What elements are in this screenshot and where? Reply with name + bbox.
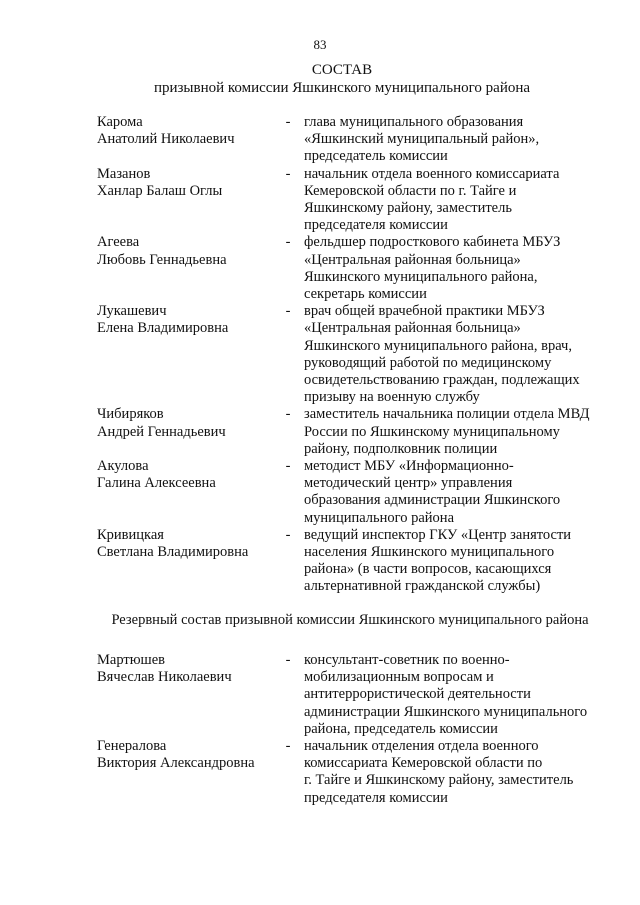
member-role-line: комиссариата Кемеровской области по	[304, 755, 543, 772]
member-entry	[0, 234, 640, 303]
member-surname: Карома	[97, 114, 143, 130]
member-role	[304, 406, 610, 458]
dash-separator: -	[285, 526, 291, 543]
member-role	[304, 114, 610, 166]
member-role-line: секретарь комиссии	[304, 286, 427, 303]
member-role-line: района» (в части вопросов, касающихся	[304, 561, 552, 578]
member-role-line: антитеррористической деятельности	[304, 686, 531, 703]
member-surname: Акулова	[97, 458, 149, 475]
member-role-line: консультант-советник по военно-	[304, 652, 510, 668]
member-entry	[0, 652, 640, 738]
member-role-line: председатель комиссии	[304, 148, 448, 165]
member-given-names: Вячеслав Николаевич	[97, 669, 232, 686]
member-entry	[0, 738, 640, 807]
dash-separator: -	[285, 738, 291, 755]
member-given-names: Светлана Владимировна	[97, 544, 249, 561]
dash-separator: -	[285, 458, 291, 475]
member-role-line: Яшкинского муниципального района,	[304, 268, 538, 285]
member-surname: Агеева	[97, 234, 140, 251]
member-role	[304, 166, 610, 235]
member-role-line: Кемеровской области по г. Тайге и	[304, 182, 517, 199]
member-role-line: начальник отдела военного комиссариата	[304, 165, 560, 182]
page-number: 83	[313, 37, 327, 52]
member-role-line: мобилизационным вопросам и	[304, 669, 494, 686]
member-surname: Лукашевич	[97, 303, 167, 320]
member-role-line: методист МБУ «Информационно-	[304, 458, 514, 475]
member-name	[97, 406, 277, 440]
dash-separator: -	[285, 406, 291, 423]
member-role-line: методический центр» управления	[304, 475, 513, 492]
member-role-line: Яшкинского муниципального района, врач,	[304, 337, 572, 354]
member-role-line: фельдшер подросткового кабинета МБУЗ	[304, 234, 561, 251]
member-name	[97, 738, 277, 772]
member-surname: Мазанов	[97, 165, 151, 182]
member-role-line: призыву на военную службу	[304, 389, 480, 406]
member-entry	[0, 166, 640, 235]
dash-separator: -	[285, 303, 291, 320]
member-role-line: председателя комиссии	[304, 217, 448, 234]
member-role-line: альтернативной гражданской службы)	[304, 578, 541, 595]
member-given-names: Анатолий Николаевич	[97, 131, 235, 148]
member-role-line: Яшкинскому району, заместитель	[304, 200, 512, 217]
member-role-line: населения Яшкинского муниципального	[304, 544, 555, 561]
member-role-line: администрации Яшкинского муниципального	[304, 703, 588, 720]
member-role-line: заместитель начальника полиции отдела МВД	[304, 406, 590, 423]
document-subtitle: призывной комиссии Яшкинского муниципального района	[153, 80, 531, 96]
member-given-names: Галина Алексеевна	[97, 475, 216, 492]
member-role	[304, 458, 610, 527]
member-role-line: освидетельствованию граждан, подлежащих	[304, 372, 580, 389]
member-role-line: врач общей врачебной практики МБУЗ	[304, 303, 545, 320]
member-role-line: России по Яшкинскому муниципальному	[304, 423, 560, 440]
member-role-line: образования администрации Яшкинского	[304, 492, 561, 509]
member-given-names: Андрей Геннадьевич	[97, 423, 226, 440]
member-surname: Чибиряков	[97, 406, 164, 423]
member-given-names: Ханлар Балаш Оглы	[97, 182, 223, 199]
member-name	[97, 458, 277, 492]
member-name	[97, 166, 277, 200]
member-name	[97, 114, 277, 148]
member-role-line: г. Тайге и Яшкинскому району, заместитель	[304, 772, 574, 789]
member-given-names: Елена Владимировна	[97, 320, 229, 337]
document-title: СОСТАВ	[311, 62, 373, 78]
member-entry	[0, 406, 640, 458]
member-name	[97, 527, 277, 561]
reserve-members-list	[0, 652, 640, 807]
commission-members-list	[0, 114, 640, 596]
member-given-names: Виктория Александровна	[97, 755, 255, 772]
member-role-line: начальник отделения отдела военного	[304, 738, 539, 755]
member-name	[97, 234, 277, 268]
member-surname: Мартюшев	[97, 652, 166, 668]
member-role-line: района, председатель комиссии	[304, 720, 498, 737]
member-given-names: Любовь Геннадьевна	[97, 251, 227, 268]
member-entry	[0, 303, 640, 406]
member-surname: Генералова	[97, 738, 167, 755]
member-surname: Кривицкая	[97, 526, 164, 543]
member-role	[304, 303, 610, 406]
dash-separator: -	[285, 114, 291, 130]
member-role	[304, 527, 610, 596]
member-role-line: «Центральная районная больница»	[304, 251, 521, 268]
reserve-heading: Резервный состав призывной комиссии Яшкинского муниципального района	[111, 612, 589, 628]
member-role	[304, 738, 610, 807]
member-role	[304, 652, 610, 738]
member-entry	[0, 527, 640, 596]
member-role-line: руководящий работой по медицинскому	[304, 354, 552, 371]
member-role-line: муниципального района	[304, 509, 454, 526]
member-role-line: «Яшкинский муниципальный район»,	[304, 131, 540, 148]
member-entry	[0, 114, 640, 166]
dash-separator: -	[285, 234, 291, 251]
member-name	[97, 303, 277, 337]
member-role	[304, 234, 610, 303]
member-role-line: «Центральная районная больница»	[304, 320, 521, 337]
dash-separator: -	[285, 165, 291, 182]
member-role-line: председателя комиссии	[304, 789, 448, 806]
member-role-line: глава муниципального образования	[304, 114, 524, 130]
dash-separator: -	[285, 652, 291, 668]
member-entry	[0, 458, 640, 527]
member-name	[97, 652, 277, 686]
member-role-line: району, подполковник полиции	[304, 440, 498, 457]
member-role-line: ведущий инспектор ГКУ «Центр занятости	[304, 526, 572, 543]
